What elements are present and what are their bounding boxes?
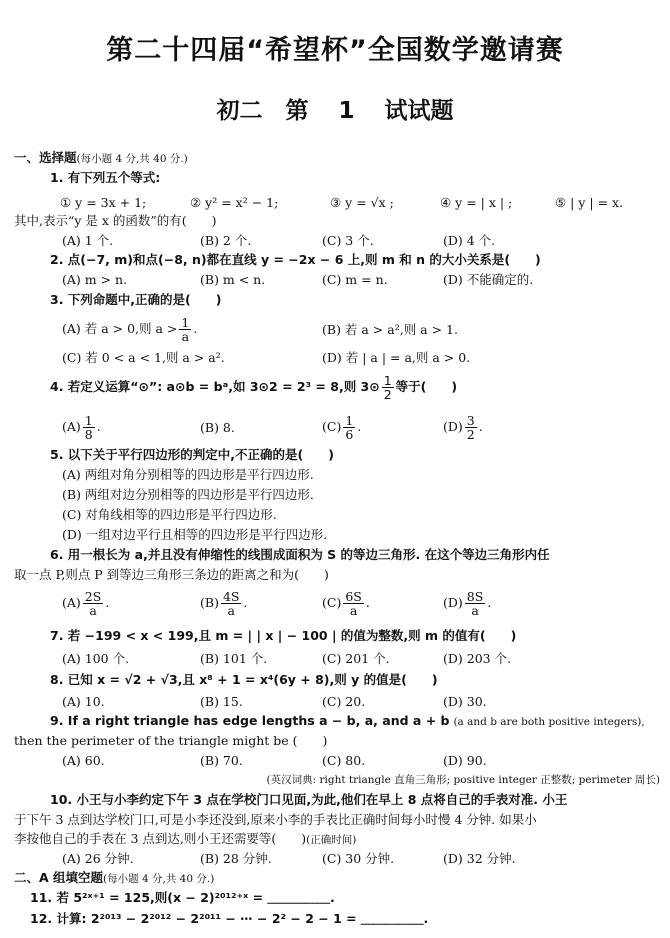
option-fraction	[465, 414, 477, 441]
fraction-numerator: 1	[181, 315, 190, 330]
q4-stem	[50, 374, 457, 401]
q6-line-2: 取一点 P,则点 P 到等边三角形三条边的距离之和为( )	[14, 567, 329, 582]
fraction-numerator: 4S	[222, 589, 240, 604]
exam-subtitle: 初二 第 1 试试题	[216, 98, 454, 124]
q7-option-b: (B) 101 个.	[200, 651, 268, 666]
option-fraction	[221, 590, 242, 617]
q1-stem: 1. 有下列五个等式:	[50, 170, 161, 185]
q1-option-d: (D) 4 个.	[443, 233, 496, 248]
q4-option-c: (C) $\frac{1}{6}$ .	[322, 413, 362, 442]
q3-option-b: (B) 若 a > a²,则 a > 1.	[322, 322, 458, 337]
fraction-denominator: 2	[466, 427, 475, 442]
option-fraction	[465, 590, 486, 617]
q3-option-a-end: .	[193, 321, 198, 336]
option-fraction	[83, 590, 104, 617]
section-2-heading	[14, 870, 662, 887]
q1-eq-4: ④ y = | x | ;	[440, 195, 513, 210]
q8-option-b: (B) 15.	[200, 694, 243, 709]
q10-line-1: 10. 小王与小李约定下午 3 点在学校门口见面,为此,他们在早上 8 点将自己的手表对准. 小王	[50, 792, 568, 807]
q1-eq-5: ⑤ | y | = x.	[555, 195, 624, 210]
q2-option-a: (A) m > n.	[62, 272, 128, 287]
q1-tail: 其中,表示“y 是 x 的函数”的有( )	[14, 213, 217, 228]
section-2-title: 二、A 组填空题	[14, 870, 104, 885]
q4-option-b: (B) 8.	[200, 420, 235, 435]
q5-option-b: (B) 两组对边分别相等的四边形是平行四边形.	[62, 487, 314, 502]
q10-line-3	[14, 831, 356, 848]
q9-option-a: (A) 60.	[62, 753, 105, 768]
q9-glossary: (英汉词典: right triangle 直角三角形; positive integer 正整数; perimeter 周长)	[266, 774, 660, 786]
option-label: (B)	[200, 595, 219, 610]
q4-stem-fraction	[382, 374, 394, 401]
q4-option-d: (D) $\frac{3}{2}$ .	[443, 413, 483, 442]
fraction-numerator: 2S	[84, 589, 102, 604]
option-label: (C)	[322, 595, 342, 610]
q6-option-a: (A) $\frac{2S}{a}$ .	[62, 589, 110, 618]
q8-stem: 8. 已知 x = √2 + √3,且 x⁸ + 1 = x⁴(6y + 8),则 y 的值是( )	[50, 672, 438, 687]
q12-text: 12. 计算: 2²⁰¹³ − 2²⁰¹² − 2²⁰¹¹ − ⋯ − 2² − 2 − 1 = ＿＿＿＿＿.	[30, 911, 429, 926]
q5-option-c: (C) 对角线相等的四边形是平行四边形.	[62, 507, 277, 522]
q2-option-b: (B) m < n.	[200, 272, 266, 287]
fraction-numerator: 1	[84, 413, 93, 428]
q10-option-b: (B) 28 分钟.	[200, 851, 272, 866]
fraction-denominator: a	[89, 603, 97, 618]
q3-option-c: (C) 若 0 < a < 1,则 a > a².	[62, 350, 225, 365]
q3-option-a-text: (A) 若 a > 0,则 a >	[62, 321, 178, 336]
q1-option-a: (A) 1 个.	[62, 233, 114, 248]
fraction-denominator: a	[349, 603, 358, 618]
section-1-heading	[14, 150, 662, 167]
fraction-numerator: 6S	[345, 589, 362, 604]
q4-option-a: (A) $\frac{1}{8}$ .	[62, 413, 101, 442]
option-label: (A)	[62, 419, 81, 434]
q10-line-3-text: 李按他自己的手表在 3 点到达,则小王还需要等( )	[14, 831, 307, 846]
q8-option-a: (A) 10.	[62, 694, 105, 709]
option-fraction	[343, 590, 364, 617]
q2-option-d: (D) 不能确定的.	[443, 272, 534, 287]
q9-line-2: then the perimeter of the triangle might be ( )	[14, 733, 328, 748]
option-fraction	[343, 414, 355, 441]
q1-eq-3: ③ y = √x ;	[330, 195, 394, 210]
q7-option-c: (C) 201 个.	[322, 651, 390, 666]
q9-option-d: (D) 90.	[443, 753, 487, 768]
q1-option-c: (C) 3 个.	[322, 233, 374, 248]
q8-option-d: (D) 30.	[443, 694, 487, 709]
q6-line-1: 6. 用一根长为 a,并且没有伸缩性的线围成面积为 S 的等边三角形. 在这个等边三角形内任	[50, 547, 550, 562]
fraction-numerator: 3	[466, 413, 475, 428]
q5-stem: 5. 以下关于平行四边形的判定中,不正确的是( )	[50, 447, 334, 462]
q5-option-d: (D) 一组对边平行且相等的四边形是平行四边形.	[62, 527, 328, 542]
q10-option-c: (C) 30 分钟.	[322, 851, 395, 866]
q6-option-d: (D) $\frac{8S}{a}$ .	[443, 589, 492, 618]
fraction-denominator: 6	[345, 427, 354, 442]
q10-line-2: 于下午 3 点到达学校门口,可是小李还没到,原来小李的手表比正确时间每小时慢 4 分钟. 如果小	[14, 812, 537, 827]
option-label: (C)	[322, 419, 342, 434]
q2-option-c: (C) m = n.	[322, 272, 388, 287]
q4-stem-end: 等于( )	[395, 379, 458, 394]
fraction-denominator: 8	[84, 427, 93, 442]
q7-stem: 7. 若 −199 < x < 199,且 m = | | x | − 100 | 的值为整数,则 m 的值有( )	[50, 628, 517, 643]
q9-option-b: (B) 70.	[200, 753, 243, 768]
fraction-denominator: a	[471, 603, 479, 618]
q1-eq-2: ② y² = x² − 1;	[190, 195, 279, 210]
section-2-note: (每小题 4 分,共 40 分.)	[103, 873, 215, 885]
q3-option-a-fraction	[179, 316, 191, 343]
option-label: (D)	[443, 419, 463, 434]
q3-stem: 3. 下列命题中,正确的是( )	[50, 292, 222, 307]
q3-option-d: (D) 若 | a | = a,则 a > 0.	[322, 350, 471, 365]
fraction-numerator: 8S	[466, 589, 484, 604]
q8-option-c: (C) 20.	[322, 694, 366, 709]
option-label: (A)	[62, 595, 81, 610]
section-1-note: (每小题 4 分,共 40 分.)	[76, 153, 188, 165]
fraction-denominator: 2	[383, 387, 392, 402]
q9-line-1	[50, 713, 645, 730]
q6-option-b: (B) $\frac{4S}{a}$ .	[200, 589, 248, 618]
q9-line-1-note: (a and b are both positive integers),	[453, 716, 645, 728]
q5-option-a: (A) 两组对角分别相等的四边形是平行四边形.	[62, 467, 314, 482]
q10-option-a: (A) 26 分钟.	[62, 851, 134, 866]
fraction-denominator: a	[227, 603, 235, 618]
q10-option-d: (D) 32 分钟.	[443, 851, 516, 866]
q7-option-a: (A) 100 个.	[62, 651, 130, 666]
q10-line-3-note: (正确时间)	[306, 834, 357, 846]
fraction-numerator: 1	[383, 373, 392, 388]
q2-stem: 2. 点(−7, m)和点(−8, n)都在直线 y = −2x − 6 上,则 m 和 n 的大小关系是( )	[50, 252, 541, 267]
option-label: (D)	[443, 595, 463, 610]
q1-eq-1: ① y = 3x + 1;	[60, 195, 147, 210]
q3-option-a	[62, 316, 197, 343]
q9-line-1-text: 9. If a right triangle has edge lengths a − b, a, and a + b	[50, 713, 450, 728]
exam-title: 第二十四届“希望杯”全国数学邀请赛	[106, 35, 564, 66]
fraction-numerator: 1	[345, 413, 354, 428]
q1-option-b: (B) 2 个.	[200, 233, 252, 248]
option-fraction	[83, 414, 95, 441]
q9-option-c: (C) 80.	[322, 753, 366, 768]
q6-option-c: (C) $\frac{6S}{a}$ .	[322, 589, 370, 618]
q11-text: 11. 若 5²ˣ⁺¹ = 125,则(x − 2)²⁰¹²⁺ˣ = ＿＿＿＿＿.	[30, 890, 335, 905]
q7-option-d: (D) 203 个.	[443, 651, 512, 666]
q4-stem-text: 4. 若定义运算“⊙”: a⊙b = bᵃ,如 3⊙2 = 2³ = 8,则 3⊙	[50, 379, 380, 394]
section-1-title: 一、选择题	[14, 150, 77, 165]
fraction-denominator: a	[181, 329, 190, 344]
